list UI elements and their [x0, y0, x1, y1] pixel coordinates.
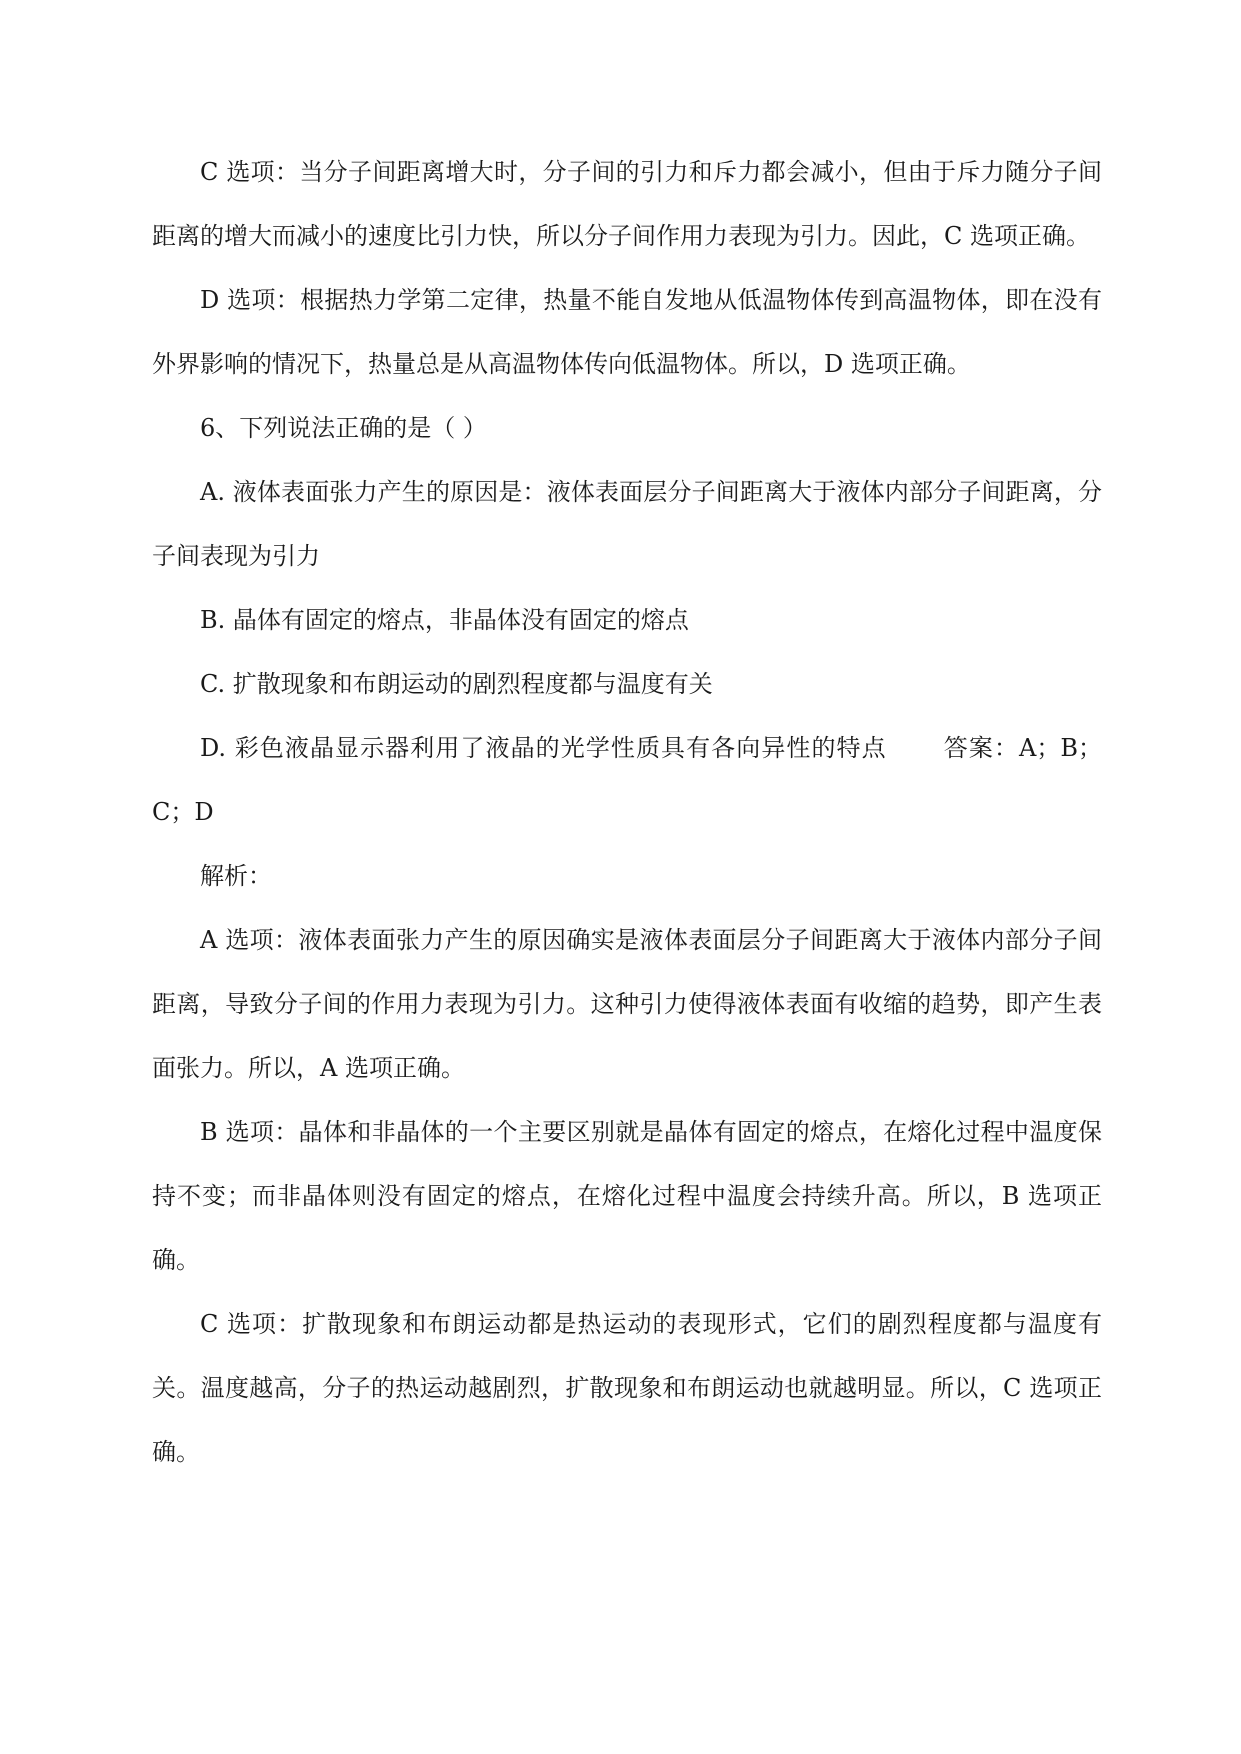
paragraph-option-c-explanation-prev: C 选项：当分子间距离增大时，分子间的引力和斥力都会减小，但由于斥力随分子间距离的增大而减小的速度比引力快，所以分子间作用力表现为引力。因此，C 选项正确。: [152, 158, 1102, 250]
document-body: [152, 140, 1102, 1484]
question-option-c: C. 扩散现象和布朗运动的剧烈程度都与温度有关: [200, 670, 713, 698]
question-stem: 6、下列说法正确的是（ ）: [200, 414, 487, 442]
question-option-d-with-answer: [152, 716, 1102, 844]
question-option-b: B. 晶体有固定的熔点，非晶体没有固定的熔点: [200, 606, 689, 634]
question-option-a: A. 液体表面张力产生的原因是：液体表面层分子间距离大于液体内部分子间距离，分子间表现为引力: [152, 478, 1102, 570]
analysis-option-c: C 选项：扩散现象和布朗运动都是热运动的表现形式，它们的剧烈程度都与温度有关。温度越高，分子的热运动越剧烈，扩散现象和布朗运动也就越明显。所以，C 选项正确。: [152, 1310, 1102, 1466]
paragraph-option-d-explanation-prev: D 选项：根据热力学第二定律，热量不能自发地从低温物体传到高温物体，即在没有外界影响的情况下，热量总是从高温物体传向低温物体。所以，D 选项正确。: [152, 286, 1102, 378]
analysis-option-b: B 选项：晶体和非晶体的一个主要区别就是晶体有固定的熔点，在熔化过程中温度保持不变；而非晶体则没有固定的熔点，在熔化过程中温度会持续升高。所以，B 选项正确。: [152, 1118, 1102, 1274]
question-option-d: D. 彩色液晶显示器利用了液晶的光学性质具有各向异性的特点: [200, 734, 887, 762]
analysis-option-a: A 选项：液体表面张力产生的原因确实是液体表面层分子间距离大于液体内部分子间距离，导致分子间的作用力表现为引力。这种引力使得液体表面有收缩的趋势，即产生表面张力。所以，A 选项正确。: [152, 926, 1102, 1082]
answer-text: 答案：A；B；C；D: [152, 734, 1102, 826]
analysis-label: 解析：: [200, 862, 272, 890]
